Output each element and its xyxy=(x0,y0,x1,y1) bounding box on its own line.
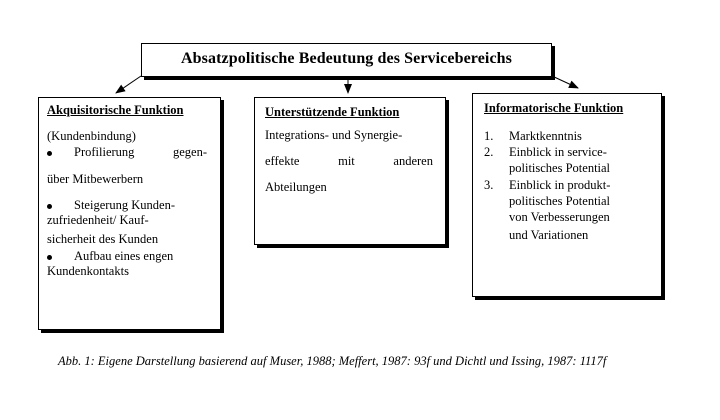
right-heading: Informatorische Funktion xyxy=(484,101,624,115)
box-akquisitorische-funktion xyxy=(38,97,221,330)
middle-heading: Unterstützende Funktion xyxy=(265,105,400,119)
right-item-3-line-3: von Verbesserungen xyxy=(509,210,610,224)
left-bullet-3-text: Aufbau eines engen xyxy=(74,249,174,263)
right-item-3-line-1: Einblick in produkt- xyxy=(509,178,611,192)
middle-line-2-a: effekte xyxy=(265,154,300,168)
bullet-icon xyxy=(47,204,52,209)
middle-line-3: Abteilungen xyxy=(265,180,327,194)
right-item-2-line-2: politisches Potential xyxy=(509,161,611,175)
left-bullet-2-line-1 xyxy=(47,198,175,213)
arrow-right xyxy=(552,76,578,88)
left-bullet-1-line-2: über Mitbewerbern xyxy=(47,172,144,186)
left-line-kundenbindung: (Kundenbindung) xyxy=(47,129,136,143)
right-item-2-num: 2. xyxy=(484,145,494,159)
box-unterstuetzende-funktion xyxy=(254,97,446,245)
bullet-icon xyxy=(47,151,52,156)
middle-line-2-b: mit xyxy=(338,154,355,168)
left-heading: Akquisitorische Funktion xyxy=(47,103,184,117)
left-bullet-2-text: Steigerung Kunden- xyxy=(74,198,176,212)
right-item-1-line-1: Marktkenntnis xyxy=(509,129,582,143)
left-bullet-1-text-a: Profilierung xyxy=(74,145,135,159)
middle-line-2-c: anderen xyxy=(393,154,433,168)
middle-line-1: Integrations- und Synergie- xyxy=(265,128,403,142)
diagram-title: Absatzpolitische Bedeutung des Servicebereichs xyxy=(181,50,512,67)
left-bullet-1-text-b: gegen- xyxy=(172,145,207,159)
box-informatorische-funktion xyxy=(472,93,662,297)
left-bullet-1-line-1 xyxy=(47,145,207,160)
bullet-icon xyxy=(47,255,52,260)
left-bullet-3-line-1 xyxy=(47,249,173,264)
title-box xyxy=(141,43,552,77)
left-bullet-3-line-2: Kundenkontakts xyxy=(47,264,129,278)
arrow-left xyxy=(116,76,141,93)
right-item-2-line-1: Einblick in service- xyxy=(509,145,607,159)
figure-caption: Abb. 1: Eigene Darstellung basierend auf Muser, 1988; Meffert, 1987: 93f und Dichtl und Issing, 1987: 1117f xyxy=(58,354,607,368)
left-bullet-2-line-3: sicherheit des Kunden xyxy=(47,232,159,246)
right-item-3-line-2: politisches Potential xyxy=(509,194,611,208)
right-item-1-num: 1. xyxy=(484,129,494,143)
middle-line-2 xyxy=(265,154,433,169)
right-item-3-line-4: und Variationen xyxy=(509,228,589,242)
right-item-3-num: 3. xyxy=(484,178,494,192)
left-bullet-2-line-2: zufriedenheit/ Kauf- xyxy=(47,213,149,227)
